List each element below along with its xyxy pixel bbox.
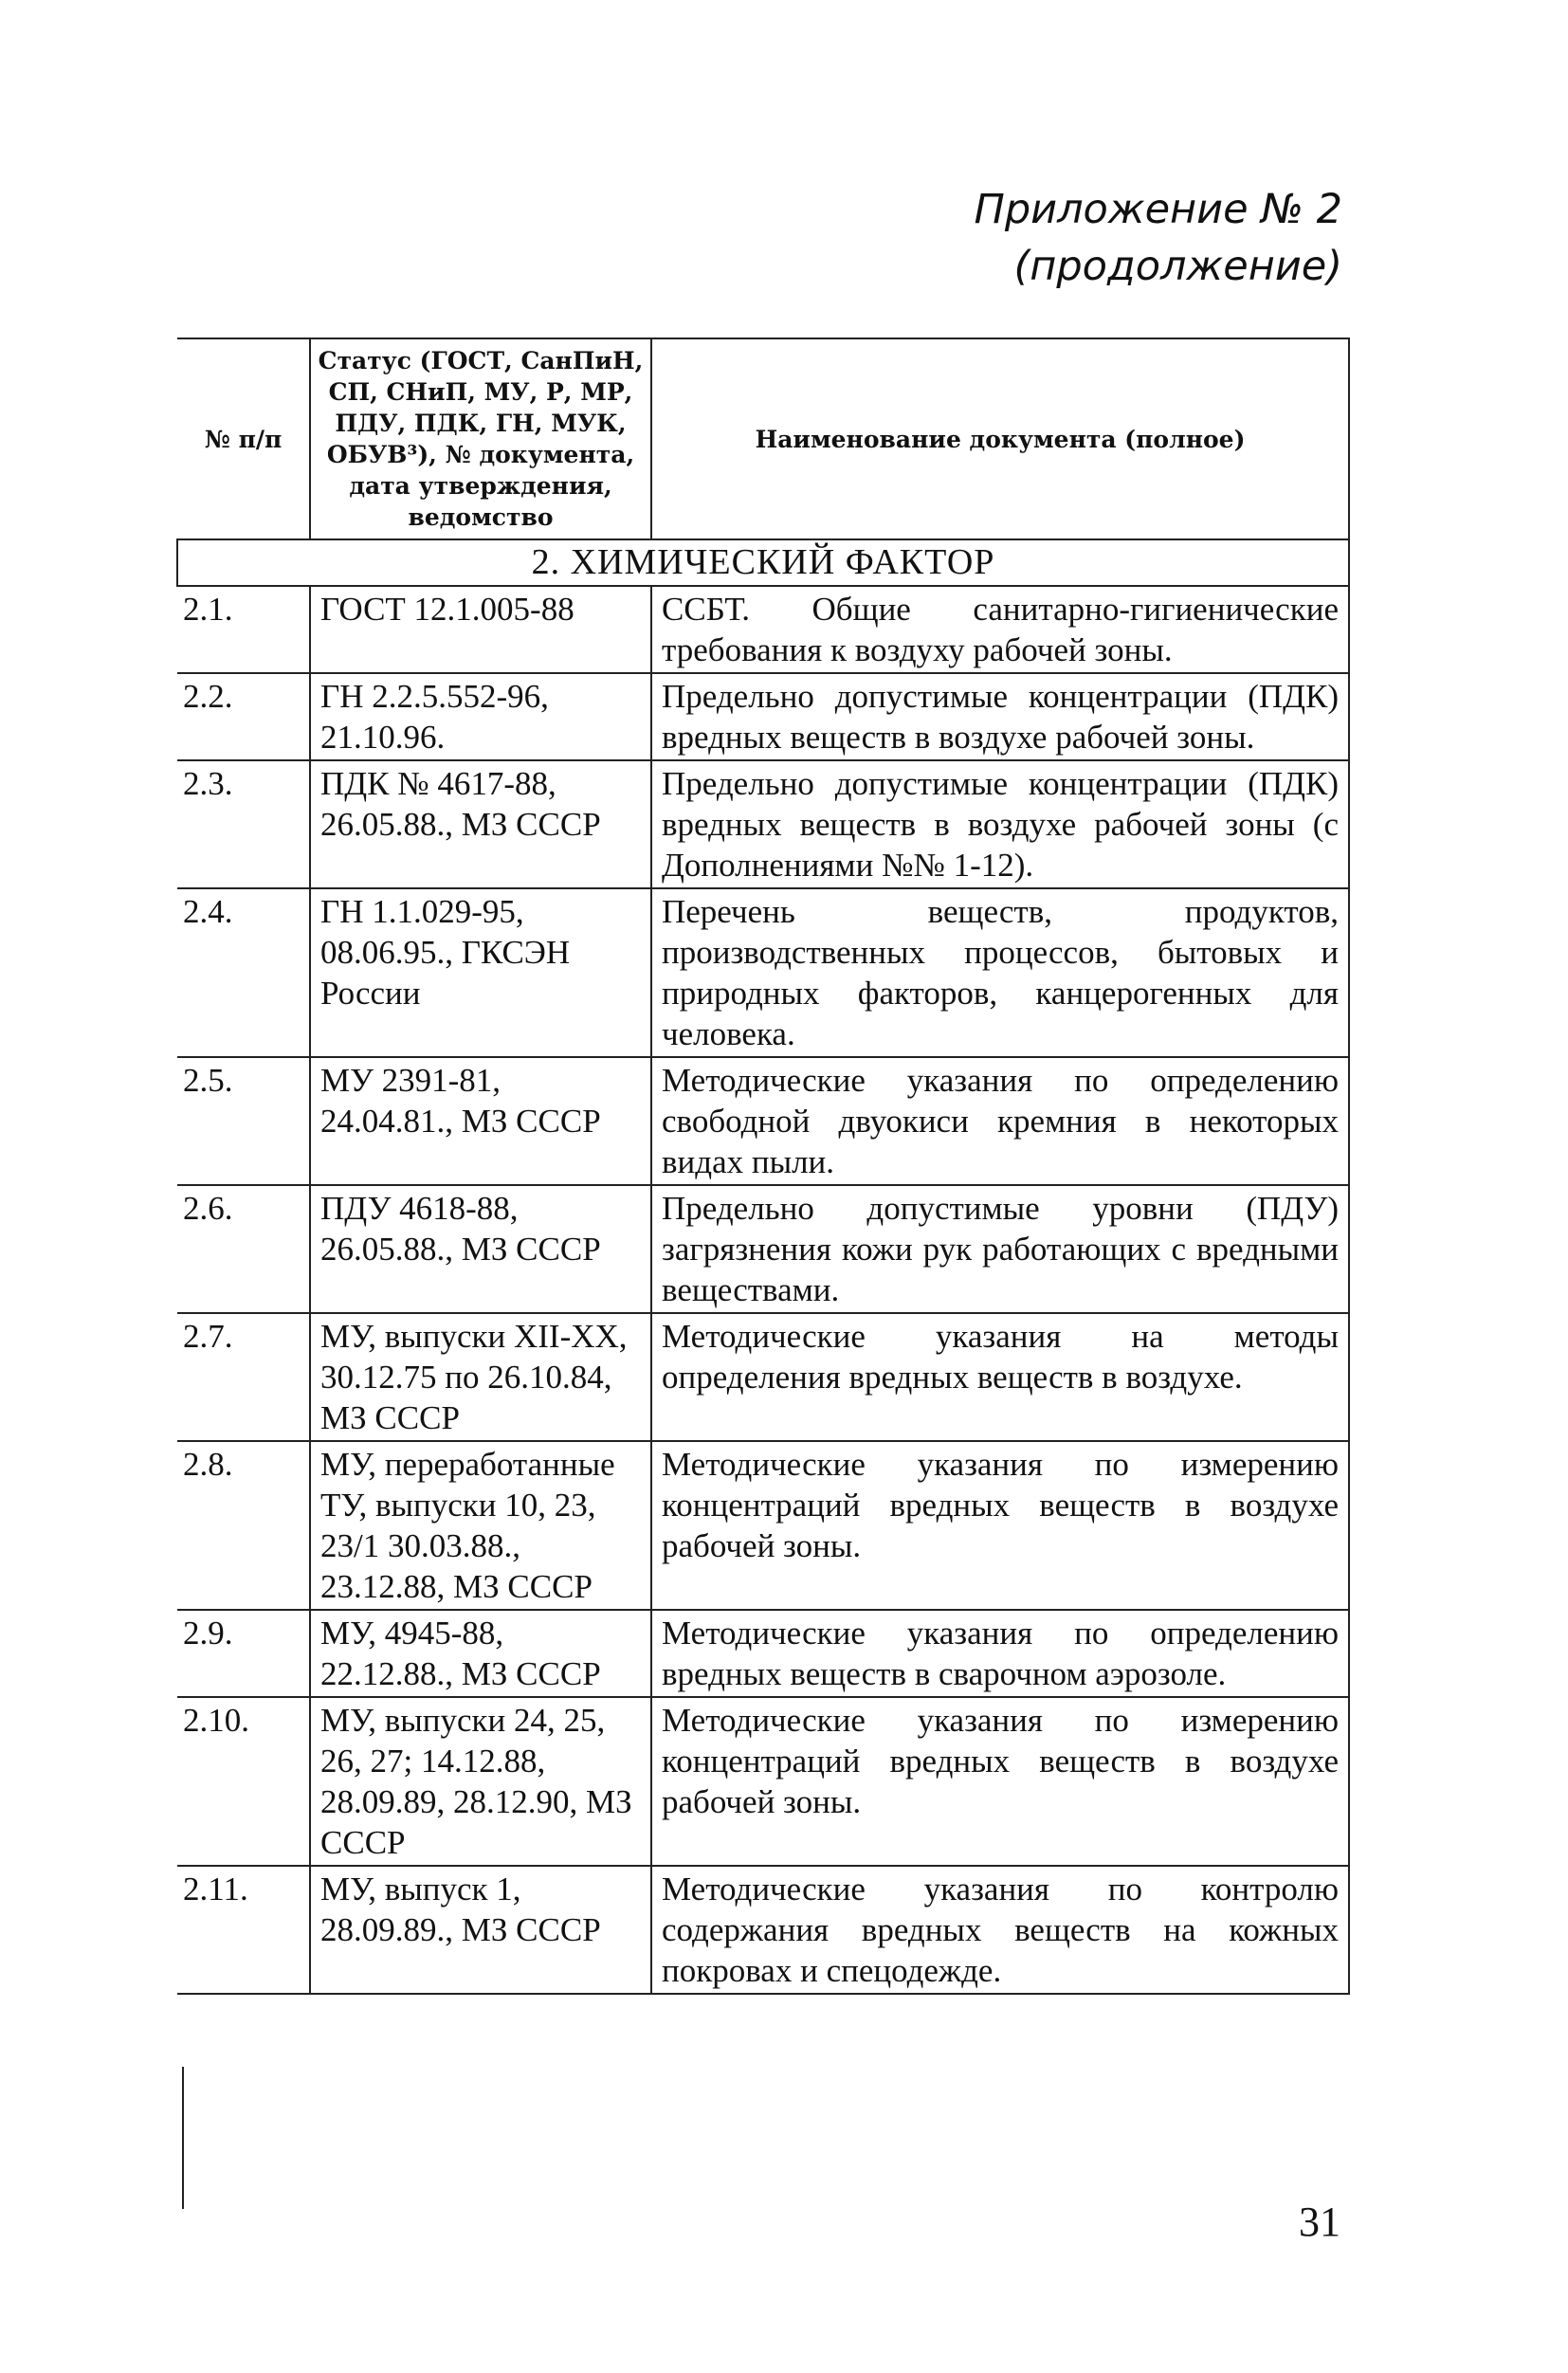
row-document-name: Предельно допустимые концентрации (ПДК) вредных веществ в воздухе рабочей зоны (с Дополнениями №№ 1-12). bbox=[651, 760, 1349, 888]
row-status: ПДУ 4618-88, 26.05.88., МЗ СССР bbox=[310, 1185, 651, 1313]
row-document-name: Методические указания по измерению концентраций вредных веществ в воздухе рабочей зоны. bbox=[651, 1441, 1349, 1610]
row-number: 2.5. bbox=[177, 1057, 310, 1185]
row-document-name: Перечень веществ, продуктов, производственных процессов, бытовых и природных факторов, канцерогенных для человека. bbox=[651, 888, 1349, 1057]
row-number: 2.1. bbox=[177, 586, 310, 673]
row-document-name: Предельно допустимые концентрации (ПДК) вредных веществ в воздухе рабочей зоны. bbox=[651, 673, 1349, 760]
table-row bbox=[177, 1610, 1349, 1697]
row-status: МУ, переработанные ТУ, выпуски 10, 23, 23/1 30.03.88., 23.12.88, МЗ СССР bbox=[310, 1441, 651, 1610]
row-status: ПДК № 4617-88, 26.05.88., МЗ СССР bbox=[310, 760, 651, 888]
row-status: ГОСТ 12.1.005-88 bbox=[310, 586, 651, 673]
row-status: МУ, 4945-88, 22.12.88., МЗ СССР bbox=[310, 1610, 651, 1697]
table-row bbox=[177, 586, 1349, 673]
table-row bbox=[177, 1866, 1349, 1994]
row-status: МУ 2391-81, 24.04.81., МЗ СССР bbox=[310, 1057, 651, 1185]
table-row bbox=[177, 1697, 1349, 1866]
header-document-name: Наименование документа (полное) bbox=[651, 338, 1349, 539]
header-number: № п/п bbox=[177, 338, 310, 539]
table-row bbox=[177, 1313, 1349, 1441]
row-status: МУ, выпуск 1, 28.09.89., МЗ СССР bbox=[310, 1866, 651, 1994]
margin-rule bbox=[182, 2067, 184, 2209]
row-status: ГН 2.2.5.552-96, 21.10.96. bbox=[310, 673, 651, 760]
table-row bbox=[177, 1057, 1349, 1185]
row-document-name: Методические указания по определению свободной двуокиси кремния в некоторых видах пыли. bbox=[651, 1057, 1349, 1185]
section-row bbox=[177, 539, 1349, 586]
row-number: 2.3. bbox=[177, 760, 310, 888]
row-status: МУ, выпуски 24, 25, 26, 27; 14.12.88, 28.09.89, 28.12.90, МЗ СССР bbox=[310, 1697, 651, 1866]
table-row bbox=[177, 1185, 1349, 1313]
appendix-subtitle: (продолжение) bbox=[1013, 243, 1342, 290]
row-number: 2.11. bbox=[177, 1866, 310, 1994]
row-document-name: Методические указания по контролю содержания вредных веществ на кожных покровах и спецодежде. bbox=[651, 1866, 1349, 1994]
row-document-name: Методические указания по определению вредных веществ в сварочном аэрозоле. bbox=[651, 1610, 1349, 1697]
table-row bbox=[177, 673, 1349, 760]
row-status: ГН 1.1.029-95, 08.06.95., ГКСЭН России bbox=[310, 888, 651, 1057]
row-number: 2.2. bbox=[177, 673, 310, 760]
row-document-name: Предельно допустимые уровни (ПДУ) загрязнения кожи рук работающих с вредными веществами. bbox=[651, 1185, 1349, 1313]
table-header-row bbox=[177, 338, 1349, 539]
row-number: 2.8. bbox=[177, 1441, 310, 1610]
row-document-name: ССБТ. Общие санитарно-гигиенические требования к воздуху рабочей зоны. bbox=[651, 586, 1349, 673]
table-row bbox=[177, 888, 1349, 1057]
row-number: 2.10. bbox=[177, 1697, 310, 1866]
page-number: 31 bbox=[1299, 2199, 1340, 2245]
header-status: Статус (ГОСТ, СанПиН, СП, СНиП, МУ, Р, МР, ПДУ, ПДК, ГН, МУК, ОБУВ³), № документа, дата утверждения, ведомство bbox=[310, 338, 651, 539]
row-number: 2.9. bbox=[177, 1610, 310, 1697]
section-title: 2. ХИМИЧЕСКИЙ ФАКТОР bbox=[177, 539, 1349, 586]
row-status: МУ, выпуски XII-XX, 30.12.75 по 26.10.84, МЗ СССР bbox=[310, 1313, 651, 1441]
row-number: 2.6. bbox=[177, 1185, 310, 1313]
row-document-name: Методические указания на методы определения вредных веществ в воздухе. bbox=[651, 1313, 1349, 1441]
table-row bbox=[177, 1441, 1349, 1610]
row-number: 2.4. bbox=[177, 888, 310, 1057]
table-row bbox=[177, 760, 1349, 888]
row-number: 2.7. bbox=[177, 1313, 310, 1441]
row-document-name: Методические указания по измерению концентраций вредных веществ в воздухе рабочей зоны. bbox=[651, 1697, 1349, 1866]
appendix-title: Приложение № 2 bbox=[974, 186, 1342, 233]
documents-table bbox=[176, 338, 1350, 1995]
